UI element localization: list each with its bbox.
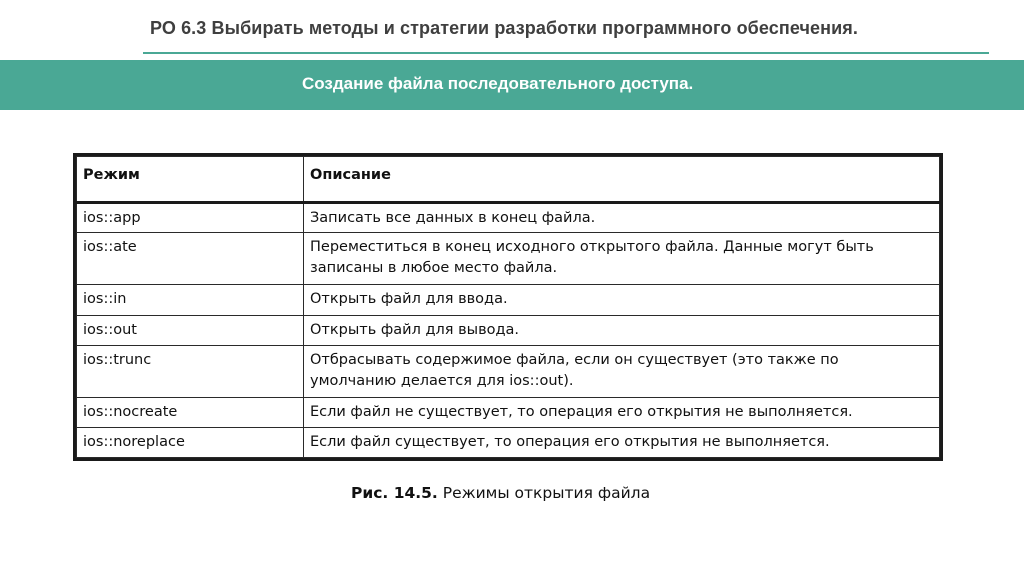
caption-text: Режимы открытия файла — [442, 484, 651, 502]
header-mode: Режим — [77, 157, 304, 203]
subtitle-text: Создание файла последовательного доступа. — [302, 74, 694, 93]
table-row — [77, 203, 940, 233]
table-row — [77, 345, 940, 397]
mode-cell: ios::nocreate — [77, 397, 304, 427]
mode-cell: ios::noreplace — [77, 427, 304, 457]
table-row — [77, 397, 940, 427]
mode-cell: ios::out — [77, 315, 304, 345]
mode-cell: ios::in — [77, 285, 304, 315]
modes-table-frame — [73, 153, 943, 461]
description-cell: Переместиться в конец исходного открытого файла. Данные могут быть записаны в любое место файла. — [304, 233, 940, 285]
description-cell: Если файл не существует, то операция его открытия не выполняется. — [304, 397, 940, 427]
table-row — [77, 233, 940, 285]
caption-label: Рис. 14.5. — [351, 484, 438, 502]
description-cell: Записать все данных в конец файла. — [304, 203, 940, 233]
description-cell: Открыть файл для ввода. — [304, 285, 940, 315]
mode-cell: ios::ate — [77, 233, 304, 285]
table-row — [77, 285, 940, 315]
description-cell: Отбрасывать содержимое файла, если он существует (это также по умолчанию делается для ios::out). — [304, 345, 940, 397]
mode-cell: ios::app — [77, 203, 304, 233]
title-divider — [143, 52, 989, 54]
slide-title: РО 6.3 Выбирать методы и стратегии разработки программного обеспечения. — [150, 18, 859, 38]
figure-caption — [351, 484, 650, 502]
description-cell: Если файл существует, то операция его открытия не выполняется. — [304, 427, 940, 457]
table-row — [77, 427, 940, 457]
subtitle-banner — [0, 60, 1024, 110]
file-modes-table — [76, 156, 940, 458]
description-cell: Открыть файл для вывода. — [304, 315, 940, 345]
header-description: Описание — [304, 157, 940, 203]
table-row — [77, 315, 940, 345]
mode-cell: ios::trunc — [77, 345, 304, 397]
table-header-row — [77, 157, 940, 203]
